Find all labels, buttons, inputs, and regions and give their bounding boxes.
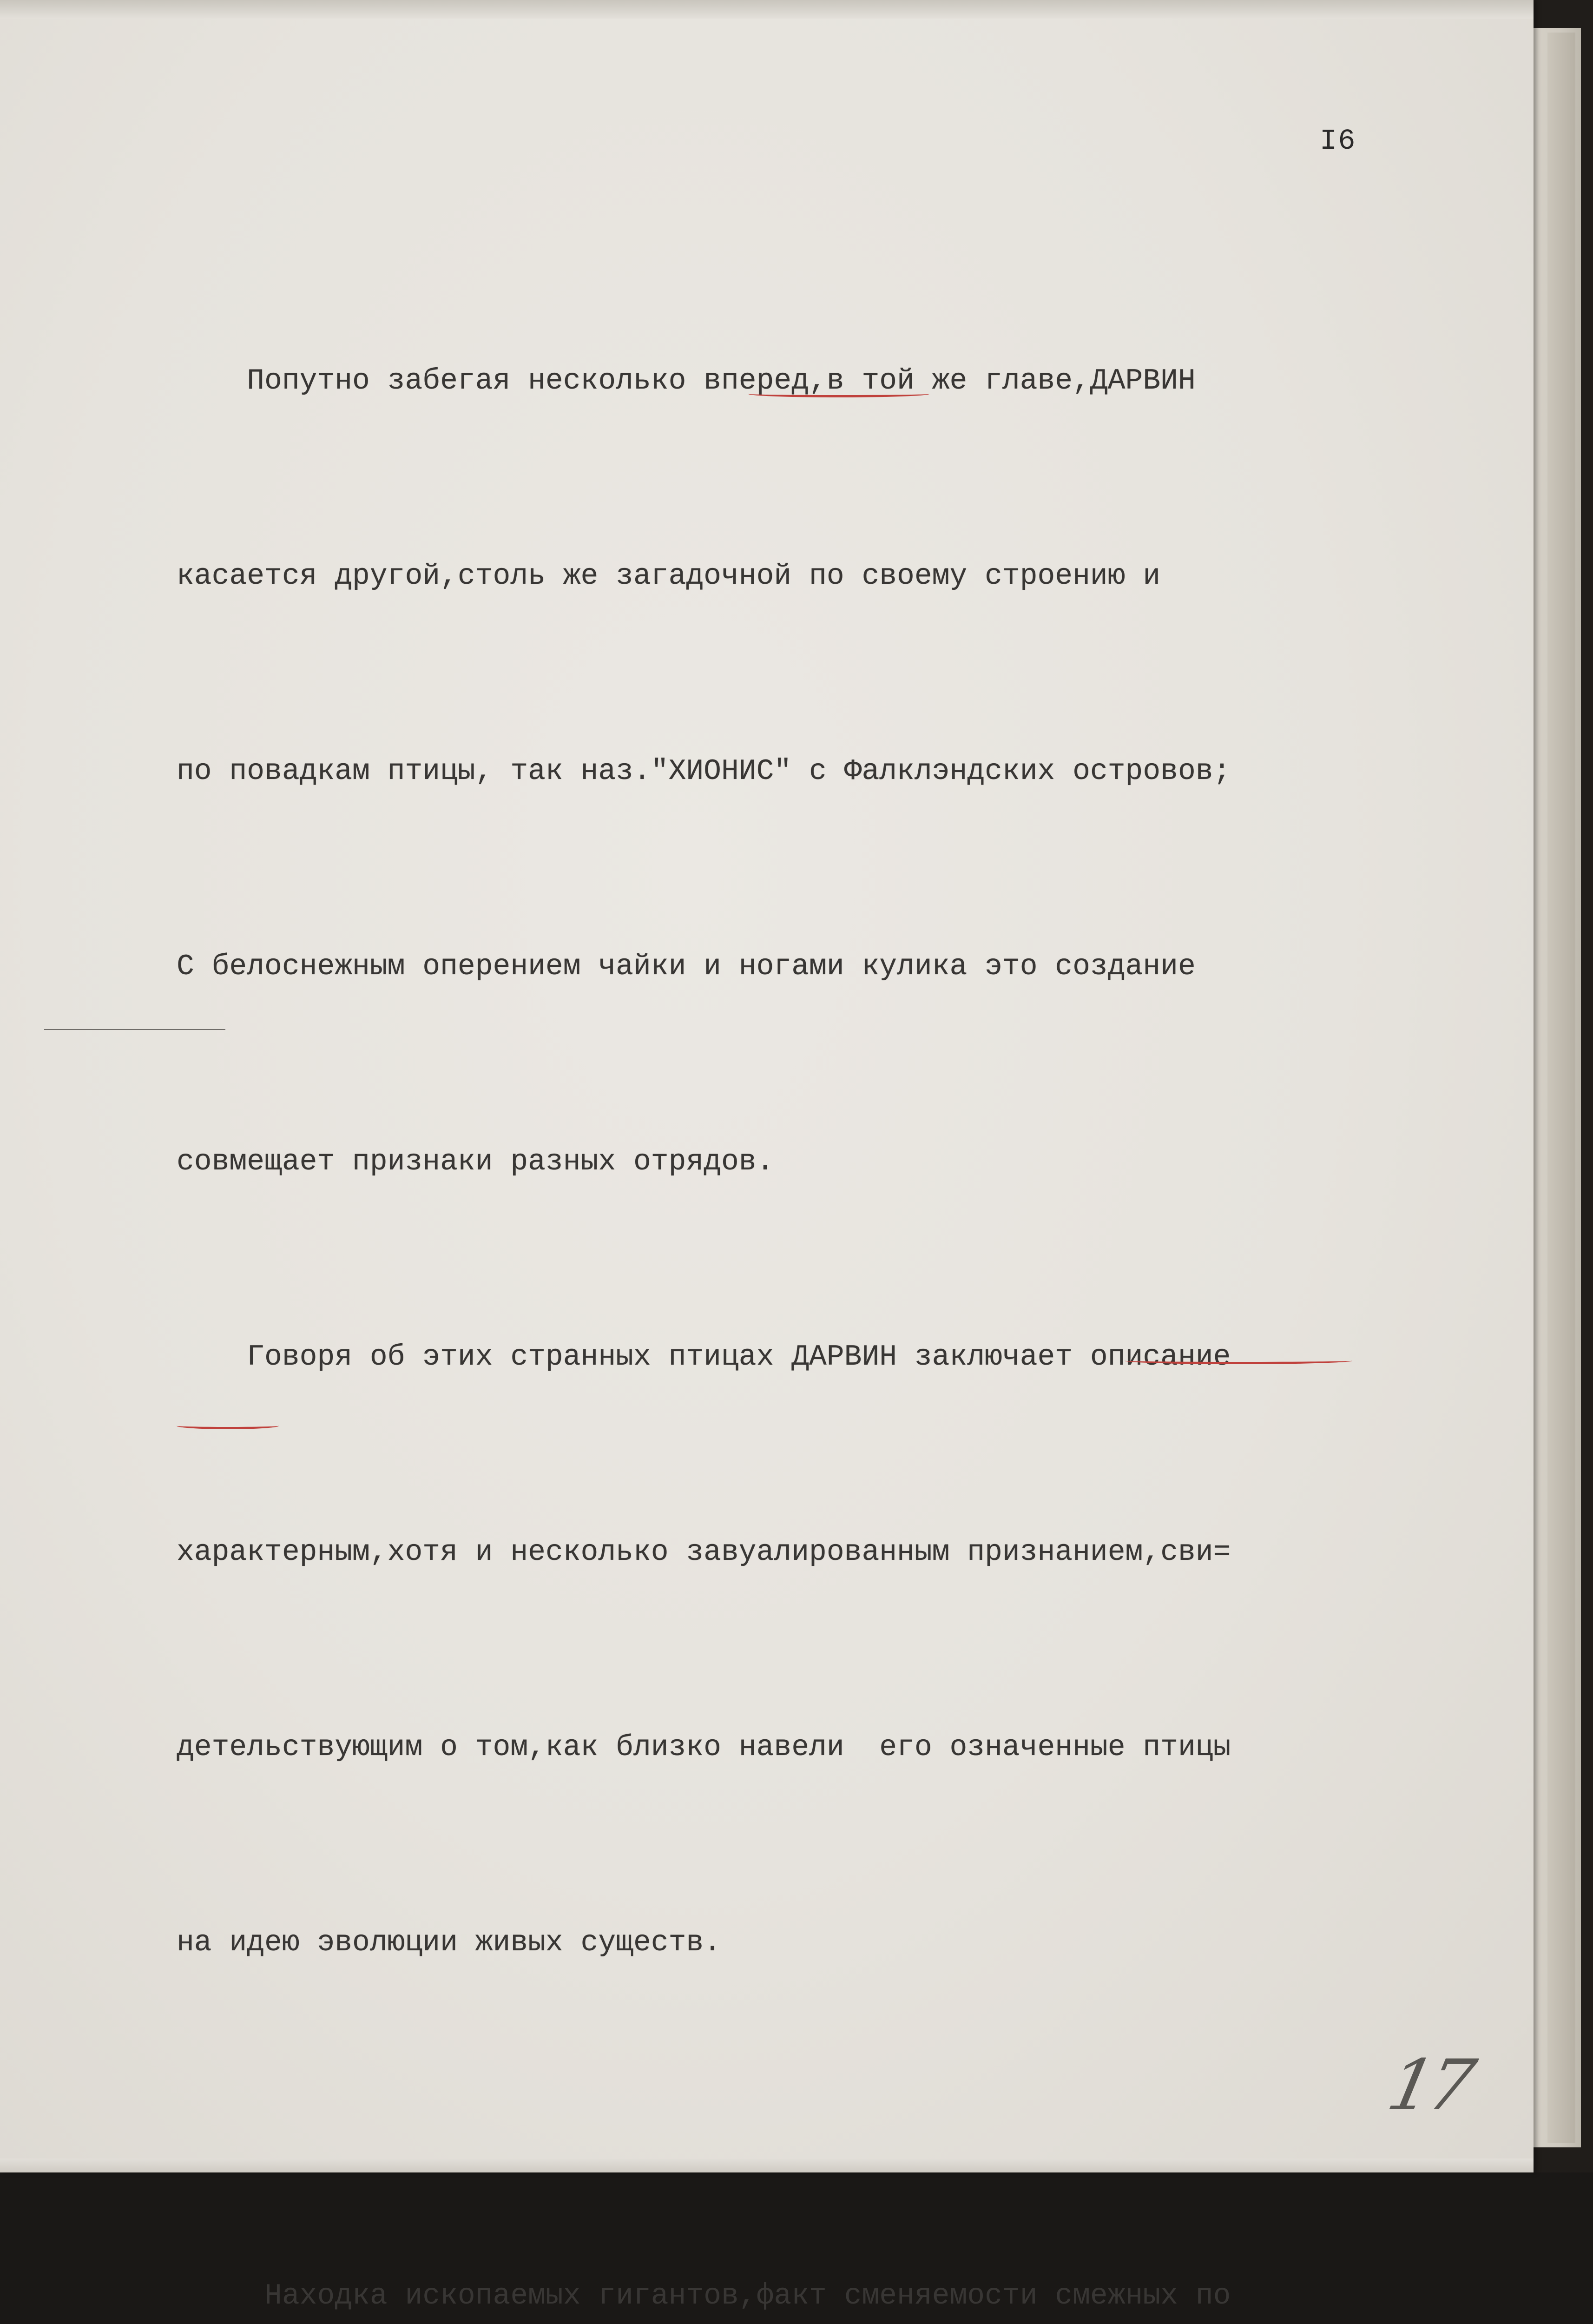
- body-text: [177, 218, 1431, 2324]
- red-pencil-underline: [748, 390, 929, 397]
- underlying-sheet-edge-shadow: [1547, 33, 1575, 2143]
- text-line: детельствующим о том,как близко навели его означенные птицы: [177, 1731, 1231, 1764]
- red-pencil-underline: [1125, 1357, 1352, 1364]
- page-top-edge: [0, 0, 1534, 19]
- text-line: Говоря об этих странных птицах ДАРВИН заключает описание: [177, 1340, 1231, 1373]
- text-line: Находка ископаемых гигантов,факт сменяемости смежных по: [177, 2279, 1231, 2312]
- text-line: С белоснежным оперением чайки и ногами кулика это создание: [177, 950, 1196, 983]
- text-line: Попутно забегая несколько вперед,в той же главе,ДАРВИН: [177, 364, 1196, 397]
- red-pencil-underline: [177, 1422, 279, 1429]
- text-line: на идею эволюции живых существ.: [177, 1926, 721, 1959]
- text-line: совмещает признаки разных отрядов.: [177, 1145, 774, 1178]
- handwritten-archive-number: 17: [1381, 2045, 1478, 2126]
- text-line: по повадкам птицы, так наз."ХИОНИС" с Фалклэндских островов;: [177, 755, 1231, 788]
- text-line: характерным,хотя и несколько завуалированным признанием,сви=: [177, 1536, 1231, 1569]
- page-number: I6: [1320, 125, 1356, 158]
- paragraph-gap: [177, 2106, 1431, 2133]
- text-line: касается другой,столь же загадочной по своему строению и: [177, 560, 1161, 593]
